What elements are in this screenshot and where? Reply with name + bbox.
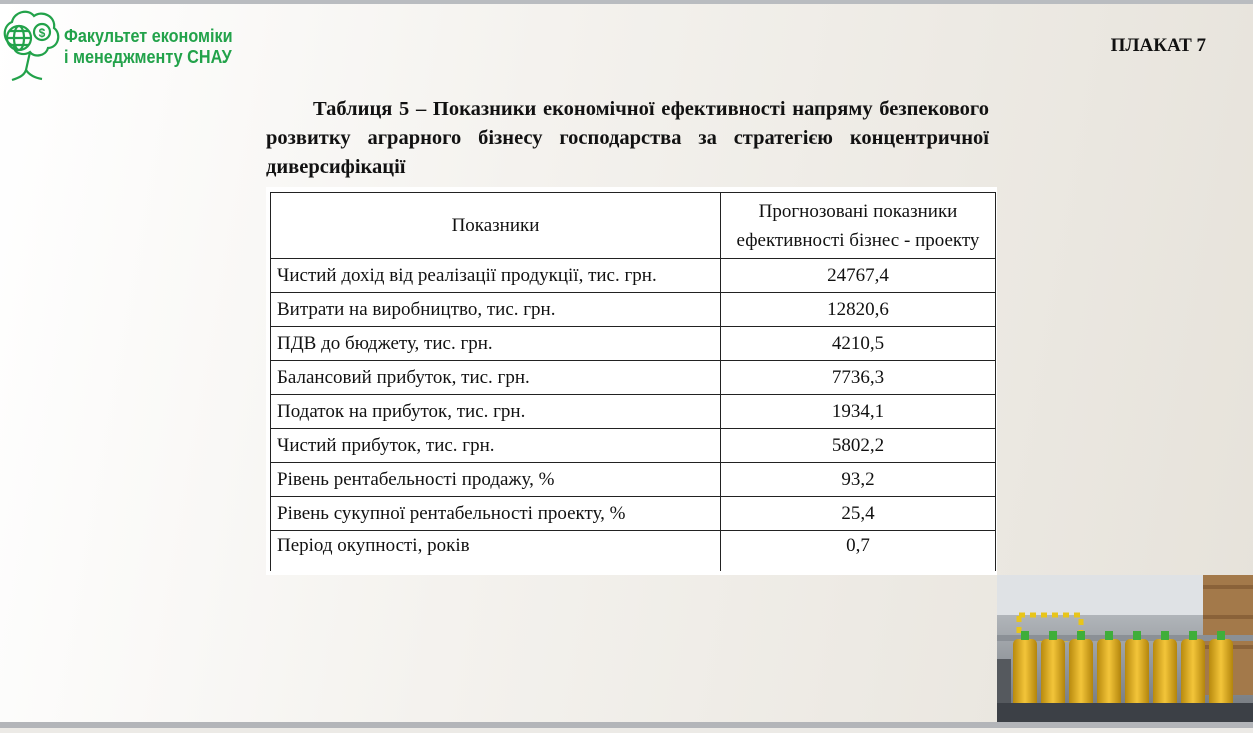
table-row (271, 463, 996, 497)
table-row (271, 293, 996, 327)
table-row (271, 429, 996, 463)
row-value: 93,2 (721, 463, 996, 497)
row-value: 25,4 (721, 497, 996, 531)
table-header-row (271, 193, 996, 259)
table-title-text: Таблиця 5 – Показники економічної ефективності напряму безпекового розвитку аграрного бізнесу господарства за стратегією концентричної диверсифікації (266, 98, 989, 178)
row-value: 0,7 (721, 531, 996, 572)
oil-bottling-line-photo (997, 575, 1253, 722)
table-row (271, 531, 996, 572)
svg-text:$: $ (38, 26, 46, 40)
poster-label: ПЛАКАТ 7 (1110, 35, 1206, 56)
row-label: Балансовий прибуток, тис. грн. (271, 361, 721, 395)
row-label: Чистий дохід від реалізації продукції, тис. грн. (271, 259, 721, 293)
row-value: 7736,3 (721, 361, 996, 395)
header-indicators: Показники (271, 193, 721, 259)
indicators-table-container (266, 187, 997, 575)
row-label: Рівень сукупної рентабельності проекту, % (271, 497, 721, 531)
logo-line-2: і менеджменту СНАУ (64, 47, 232, 67)
row-label: Податок на прибуток, тис. грн. (271, 395, 721, 429)
row-label: Витрати на виробництво, тис. грн. (271, 293, 721, 327)
globe-tree-logo-icon (0, 6, 64, 82)
row-label: Період окупності, років (271, 531, 721, 572)
table-row (271, 395, 996, 429)
table-row (271, 497, 996, 531)
table-row (271, 259, 996, 293)
faculty-logo (0, 6, 260, 82)
row-value: 1934,1 (721, 395, 996, 429)
row-value: 12820,6 (721, 293, 996, 327)
row-value: 24767,4 (721, 259, 996, 293)
bottom-strip (0, 728, 1253, 733)
indicators-table (270, 192, 996, 571)
faculty-name (64, 26, 233, 68)
top-border (0, 0, 1253, 4)
table-title (266, 95, 989, 182)
row-label: ПДВ до бюджету, тис. грн. (271, 327, 721, 361)
row-value: 5802,2 (721, 429, 996, 463)
header-forecast: Прогнозовані показники ефективності бізнес - проекту (721, 193, 996, 259)
table-row (271, 327, 996, 361)
table-row (271, 361, 996, 395)
row-label: Рівень рентабельності продажу, % (271, 463, 721, 497)
row-label: Чистий прибуток, тис. грн. (271, 429, 721, 463)
row-value: 4210,5 (721, 327, 996, 361)
logo-line-1: Факультет економіки (64, 26, 233, 46)
